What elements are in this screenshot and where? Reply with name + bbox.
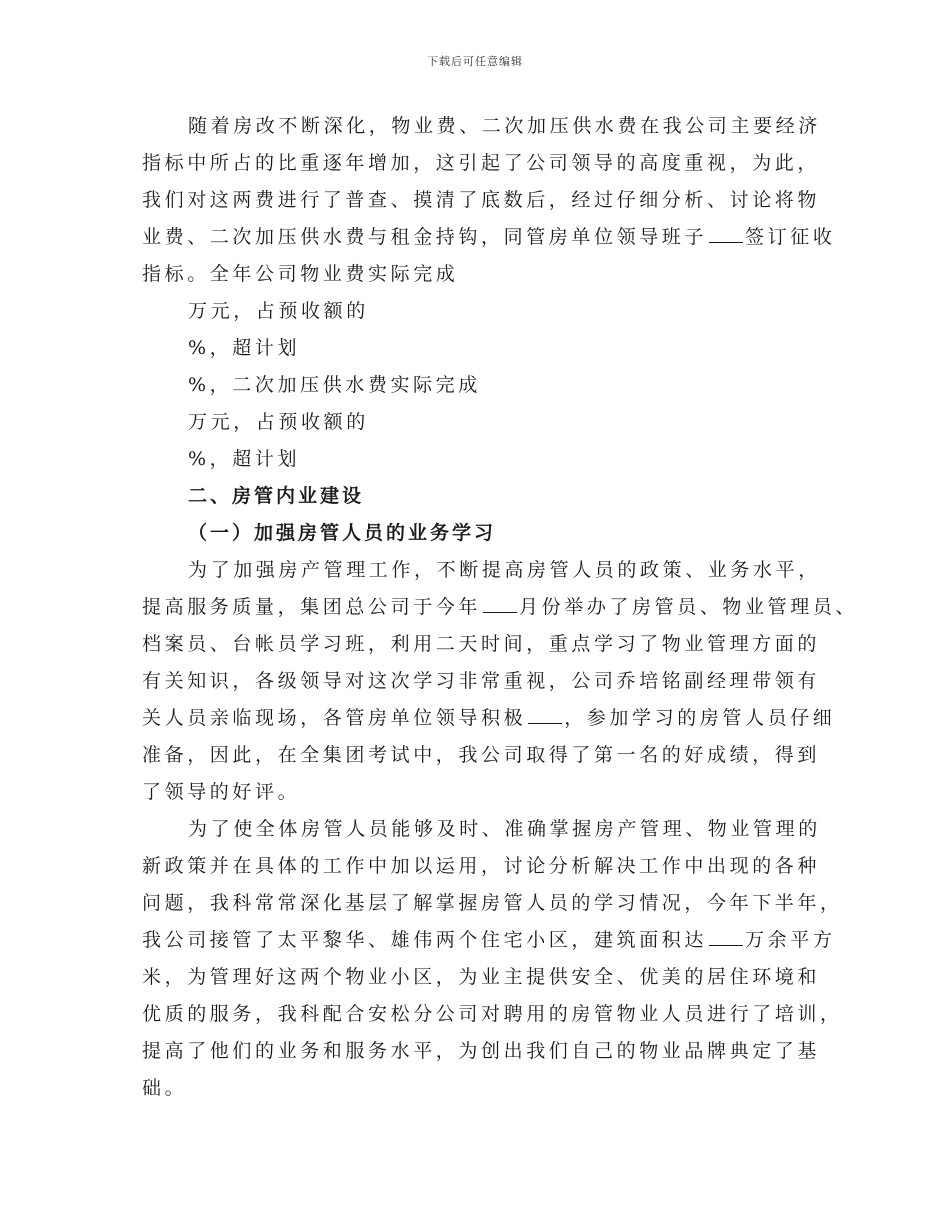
paragraph-line — [142, 700, 836, 737]
text-segment: 提高服务质量，集团总公司于今年 — [142, 596, 482, 618]
page-header: 下载后可任意编辑 — [427, 55, 523, 68]
paragraph-line: 指标。全年公司物业费实际完成 — [142, 263, 459, 285]
paragraph-line: 万元，占预收额的 — [188, 300, 369, 322]
fill-in-blank — [709, 224, 743, 243]
text-segment: 我公司接管了太平黎华、雄伟两个住宅小区，建筑面积达 — [142, 929, 708, 951]
paragraph-line: 米，为管理好这两个物业小区，为业主提供安全、优美的居住环境和 — [142, 966, 821, 988]
paragraph-line: 为了使全体房管人员能够及时、准确掌握房产管理、物业管理的 — [188, 818, 821, 840]
paragraph-line: 问题，我科常常深化基层了解掌握房管人员的学习情况，今年下半年， — [142, 892, 843, 914]
paragraph-line: 了领导的好评。 — [142, 781, 301, 803]
paragraph-line — [142, 219, 836, 256]
paragraph-line: 新政策并在具体的工作中加以运用，讨论分析解决工作中出现的各种 — [142, 855, 821, 877]
paragraph-line — [142, 922, 836, 959]
paragraph-line: %，超计划 — [188, 337, 301, 359]
text-segment: 月份举办了房管员、物业管理员、 — [519, 596, 859, 618]
document-body — [142, 108, 859, 1107]
text-segment: ，参加学习的房管人员仔细 — [564, 707, 836, 729]
paragraph-line: 优质的服务，我科配合安松分公司对聘用的房管物业人员进行了培训， — [142, 1003, 843, 1025]
fill-in-blank — [528, 705, 562, 724]
paragraph-line: 为了加强房产管理工作，不断提高房管人员的政策、业务水平， — [188, 559, 821, 581]
paragraph-line: 随着房改不断深化，物业费、二次加压供水费在我公司主要经济 — [188, 115, 821, 137]
paragraph-line: 提高了他们的业务和服务水平，为创出我们自己的物业品牌典定了基 — [142, 1040, 821, 1062]
paragraph-line: 指标中所占的比重逐年增加，这引起了公司领导的高度重视，为此， — [142, 152, 821, 174]
text-segment: 关人员亲临现场，各管房单位领导积极 — [142, 707, 527, 729]
fill-in-blank — [483, 594, 517, 613]
paragraph-line — [142, 589, 859, 626]
paragraph-line: 础。 — [142, 1077, 188, 1099]
paragraph-line: 我们对这两费进行了普查、摸清了底数后，经过仔细分析、讨论将物 — [142, 189, 821, 211]
paragraph-line: 万元，占预收额的 — [188, 411, 369, 433]
text-segment: 业费、二次加压供水费与租金持钩，同管房单位领导班子 — [142, 226, 708, 248]
paragraph-line: 准备，因此，在全集团考试中，我公司取得了第一名的好成绩，得到 — [142, 744, 821, 766]
paragraph-line: %，超计划 — [188, 448, 301, 470]
section-heading: 二、房管内业建设 — [188, 485, 365, 507]
paragraph-line: %，二次加压供水费实际完成 — [188, 374, 481, 396]
text-segment: 万余平方 — [745, 929, 836, 951]
text-segment: 签订征收 — [745, 226, 836, 248]
fill-in-blank — [709, 927, 743, 946]
paragraph-line: 档案员、台帐员学习班，利用二天时间，重点学习了物业管理方面的 — [142, 633, 821, 655]
subsection-heading: （一）加强房管人员的业务学习 — [188, 522, 497, 544]
paragraph-line: 有关知识，各级领导对这次学习非常重视，公司乔培铭副经理带领有 — [142, 670, 821, 692]
